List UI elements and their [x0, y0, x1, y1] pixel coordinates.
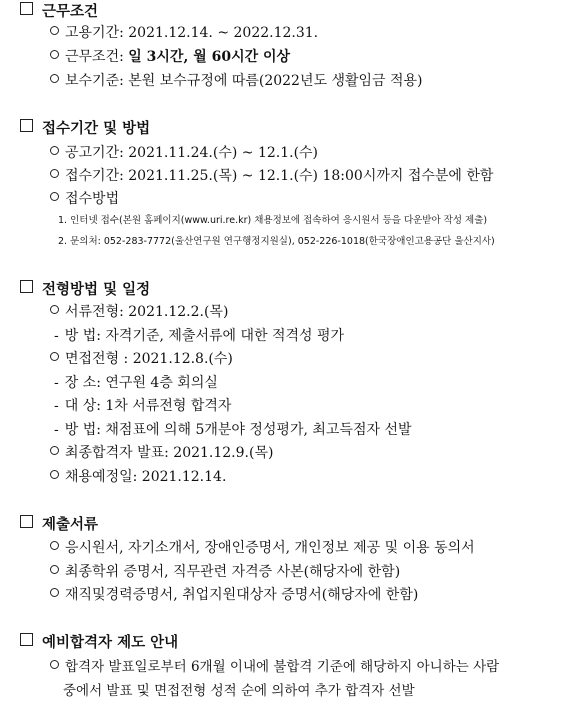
checkbox-icon: [20, 633, 33, 646]
list-item-text: 서류전형: 2021.12.2.(목): [65, 304, 229, 320]
list-item-text: 근무조건:: [65, 49, 129, 65]
list-item-text: 공고기간: 2021.11.24.(수) ~ 12.1.(수): [65, 145, 319, 161]
list-item: [50, 142, 318, 162]
dash-bullet: -: [54, 398, 59, 414]
circle-bullet-icon: [50, 446, 59, 455]
list-item-bold-text: 일 3시간, 월 60시간 이상: [128, 49, 291, 65]
dash-bullet: -: [54, 328, 59, 344]
list-item-text: 장 소: 연구원 4층 회의실: [64, 375, 218, 391]
list-item-text: 응시원서, 자기소개서, 장애인증명서, 개인정보 제공 및 이용 동의서: [65, 540, 475, 556]
list-item-continuation: 중에서 발표 및 면접전형 성적 순에 의하여 추가 합격자 선발: [63, 683, 415, 699]
circle-bullet-icon: [50, 26, 59, 35]
section-title-text: 제출서류: [42, 516, 99, 533]
numbered-item: 2. 문의처: 052-283-7772(울산연구원 연구행정지원실), 052-226-1018(한국장애인고용공단 울산지사): [58, 236, 495, 247]
list-item-text: 접수기간: 2021.11.25.(목) ~ 12.1.(수) 18:00시까지 접수분에 한함: [65, 168, 494, 184]
list-item: [50, 466, 226, 486]
list-item: [54, 325, 344, 345]
checkbox-icon: [20, 280, 33, 293]
circle-bullet-icon: [50, 169, 59, 178]
list-item-text: 대 상: 1차 서류전형 합격자: [64, 398, 232, 414]
list-item: [50, 442, 273, 462]
circle-bullet-icon: [50, 470, 59, 479]
list-item: [50, 348, 233, 368]
dash-bullet: -: [54, 375, 59, 391]
list-item: [50, 165, 493, 185]
circle-bullet-icon: [50, 74, 59, 83]
list-item: [50, 655, 499, 675]
dash-bullet: -: [54, 422, 59, 438]
circle-bullet-icon: [50, 50, 59, 59]
numbered-item: 1. 인터넷 접수(본원 홈페이지(www.uri.re.kr) 채용정보에 접속하여 응시원서 등을 다운받아 작성 제출): [58, 215, 488, 226]
circle-bullet-icon: [50, 660, 59, 669]
section-title-text: 접수기간 및 방법: [42, 120, 151, 137]
checkbox-icon: [20, 515, 33, 528]
list-item: [50, 22, 318, 42]
list-item-text: 고용기간: 2021.12.14. ~ 2022.12.31.: [65, 25, 319, 41]
circle-bullet-icon: [50, 588, 59, 597]
list-item: [50, 584, 418, 604]
checkbox-icon: [20, 119, 33, 132]
checkbox-icon: [20, 2, 33, 15]
list-item: [54, 395, 231, 415]
list-item-text: 최종학위 증명서, 직무관련 자격증 사본(해당자에 한함): [65, 564, 401, 580]
list-item: [50, 70, 423, 90]
section-title-reserve: [42, 631, 178, 652]
list-item: [54, 372, 218, 392]
list-item-text: 방 법: 채점표에 의해 5개분야 정성평가, 최고득점자 선발: [64, 422, 412, 438]
section-title-documents: [42, 513, 98, 534]
circle-bullet-icon: [50, 352, 59, 361]
list-item: [50, 188, 119, 208]
list-item-text: 방 법: 자격기준, 제출서류에 대한 적격성 평가: [64, 328, 345, 344]
list-item: [50, 46, 290, 66]
circle-bullet-icon: [50, 565, 59, 574]
circle-bullet-icon: [50, 541, 59, 550]
section-title-work-conditions: [42, 0, 98, 21]
section-title-application: [42, 117, 150, 138]
circle-bullet-icon: [50, 192, 59, 201]
circle-bullet-icon: [50, 146, 59, 155]
list-item-text: 채용예정일: 2021.12.14.: [65, 469, 227, 485]
list-item: [50, 537, 475, 557]
list-item: [50, 301, 228, 321]
list-item: [54, 419, 412, 439]
list-item-text: 면접전형 : 2021.12.8.(수): [65, 351, 233, 367]
list-item-text: 재직및경력증명서, 취업지원대상자 증명서(해당자에 한함): [65, 587, 419, 603]
section-title-text: 전형방법 및 일정: [42, 281, 151, 298]
list-item-text: 보수기준: 본원 보수규정에 따름(2022년도 생활임금 적용): [65, 73, 423, 89]
list-item-text: 최종합격자 발표: 2021.12.9.(목): [65, 445, 274, 461]
list-item-text: 접수방법: [65, 191, 120, 207]
circle-bullet-icon: [50, 305, 59, 314]
section-title-text: 예비합격자 제도 안내: [42, 634, 179, 651]
section-title-process: [42, 278, 150, 299]
section-title-text: 근무조건: [42, 3, 99, 20]
list-item: [50, 561, 400, 581]
list-item-text: 합격자 발표일로부터 6개월 이내에 불합격 기준에 해당하지 아니하는 사람: [65, 659, 500, 675]
